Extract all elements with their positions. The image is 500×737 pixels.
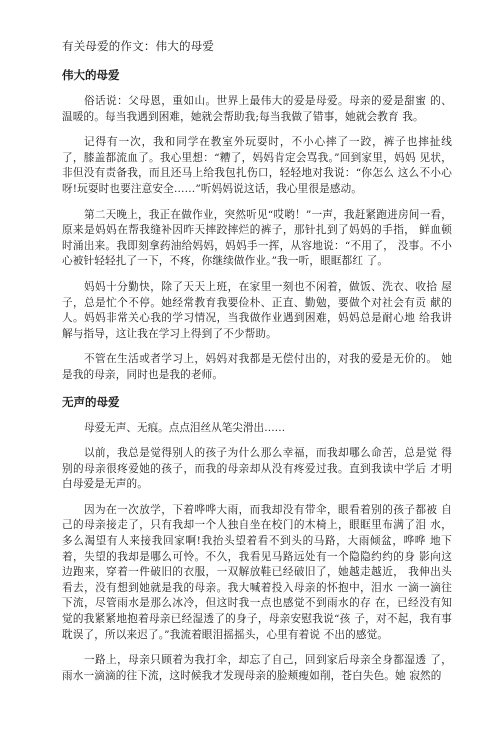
paragraph: 不管在生活或者学习上，妈妈对我都是无偿付出的，对我的爱是无价的。 她是我的母亲，同时也是我的老师。	[62, 353, 452, 381]
document-title: 有关母爱的作文：伟大的母爱	[62, 39, 215, 53]
section-heading-2: 无声的母爱	[62, 394, 120, 409]
section-subtitle: 母爱无声、无痕。点点泪丝从笔尖滑出……	[84, 421, 286, 434]
paragraph: 记得有一次，我和同学在教室外玩耍时，不小心摔了一跤，裤子也摔扯线 了，膝盖都流血了。我心里想：“糟了，妈妈肯定会骂我。”回到家里，妈妈 见状，非但没有责备我，而且还马上给我包扎伤口，轻轻地对我说：“你怎么 这么不小心呀!玩耍时也要注意安全……”听妈妈说这话，我心里很是感动。	[62, 136, 452, 195]
section-heading-1: 伟大的母爱	[62, 68, 120, 82]
paragraph: 因为在一次放学，下着哗哗大雨，而我却没有带伞，眼看着别的孩子都被 自己的母亲接走了，只有我却一个人独自坐在校门的木椅上，眼眶里布满了泪 水，多么渴望有人来接我回家啊!我抬头望着看不到头的马路，大雨倾盆，哗哗 地下着，失望的我却是哪么可怜。不久，我看见马路远处有一个隐隐约约的身 影向这边跑来，穿着一件破旧的衣服，一双解放鞋已经破旧了，她越走越近， 我伸出头看去，没有想到她就是我的母亲。我大喊着投入母亲的怀抱中，泪水 一滴一滴往下流，尽管雨水是那么冰冷，但这时我一点也感觉不到雨水的存 在，已经没有知觉的我紧紧地抱着母亲已经湿透了的身子，母亲安慰我说“孩 子，对不起，我有事耽误了，所以来迟了。”我流着眼泪摇摇头，心里有着说 不出的感觉。	[62, 503, 452, 641]
document-page	[62, 38, 452, 694]
paragraph: 第二天晚上，我正在做作业，突然听见“哎哟！”一声，我赶紧跑进房间一看，原来是妈妈在帮我缝补因昨天摔跤摔烂的裤子，那针扎到了妈妈的手指， 鲜血顿时涌出来。我即刻拿药油给妈妈，妈妈手一挥，从容地说：“不用了， 没事。不小心被针轻轻扎了一下，不疼，你继续做作业。”我一听，眼眶都红 了。	[62, 208, 452, 268]
paragraph: 以前，我总是觉得别人的孩子为什么那么幸福，而我却哪么命苦，总是觉 得别的母亲很疼爱她的孩子，而我的母亲却从没有疼爱过我。直到我读中学后 才明白母爱是无声的。	[62, 447, 452, 491]
paragraph: 一路上，母亲只顾着为我打伞，却忘了自己，回到家后母亲全身都湿透 了，雨水一滴滴的往下流，这时候我才发现母亲的脸颊瘦如削，苍白失色。她 寂然的	[62, 654, 452, 682]
paragraph: 俗话说：父母恩，重如山。世界上最伟大的爱是母爱。母亲的爱是甜蜜 的、温暖的。每当我遇到困难，她就会帮助我;每当我做了错事，她就会教育 我。	[62, 95, 452, 123]
paragraph: 妈妈十分勤快，除了天天上班，在家里一刻也不闲着，做饭、洗衣、收拾 屋子，总是忙个不停。她经常教育我要俭朴、正直、勤勉，要做个对社会有贡 献的人。妈妈非常关心我的学习情况，当我做作业遇到困难，妈妈总是耐心地 给我讲解与指导，这让我在学习上得到了不少帮助。	[62, 280, 452, 340]
